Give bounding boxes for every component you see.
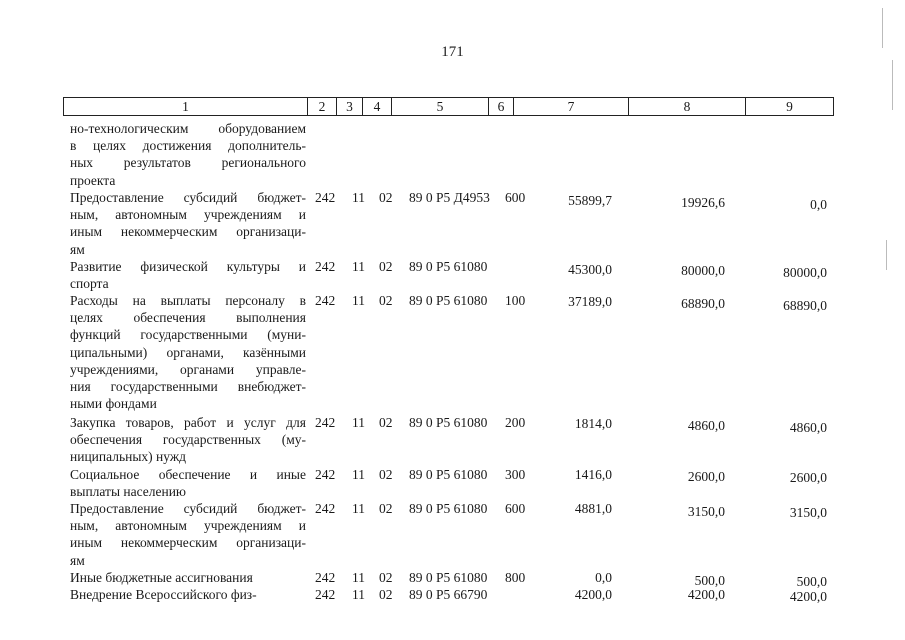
- cell-c5: 89 0 P5 66790: [409, 587, 488, 602]
- cell-c3: 11: [352, 293, 365, 308]
- row-name-line: проекта: [70, 172, 116, 188]
- column-header-5: 5: [392, 98, 489, 116]
- cell-c4: 02: [379, 570, 393, 585]
- cell-c8: 4200,0: [687, 587, 725, 602]
- column-header-4: 4: [363, 98, 392, 116]
- row-name: [70, 189, 306, 258]
- cell-c8: 3150,0: [687, 504, 725, 519]
- cell-c8: 500,0: [694, 573, 725, 588]
- cell-c5: 89 0 P5 61080: [409, 293, 488, 308]
- column-header-1: 1: [64, 98, 308, 116]
- cell-c2: 242: [315, 570, 336, 585]
- cell-c6: 200: [505, 415, 526, 430]
- cell-c5: 89 0 P5 61080: [409, 259, 488, 274]
- cell-c5: 89 0 P5 61080: [409, 467, 488, 482]
- cell-c7: 55899,7: [568, 193, 612, 208]
- row-name-line: Предоставление субсидий бюджет-: [70, 501, 306, 516]
- cell-c2: 242: [315, 293, 336, 308]
- row-name-line: ным, автономным учреждениям и: [70, 207, 306, 223]
- cell-c4: 02: [379, 293, 393, 308]
- row-name: [70, 466, 306, 500]
- row-name-line: иным некоммерческим организаци-: [70, 535, 306, 551]
- column-header-table: [63, 97, 834, 116]
- row-name-line: Закупка товаров, работ и услуг для: [70, 415, 306, 430]
- cell-c9: 4860,0: [789, 420, 827, 435]
- cell-c8: 19926,6: [681, 195, 725, 210]
- cell-c8: 4860,0: [687, 418, 725, 433]
- row-name-line: обеспечения государственных (му-: [70, 432, 306, 448]
- row-name-line: Социальное обеспечение и иные: [70, 467, 306, 482]
- row-name-line: в целях достижения дополнитель-: [70, 138, 306, 154]
- column-header-9: 9: [746, 98, 834, 116]
- cell-c7: 45300,0: [568, 262, 612, 277]
- row-name-line: ям: [70, 552, 85, 568]
- cell-c6: 600: [505, 501, 526, 516]
- cell-c6: 800: [505, 570, 526, 585]
- cell-c4: 02: [379, 587, 393, 602]
- row-name-line: ных результатов регионального: [70, 155, 306, 171]
- column-header-row: [64, 98, 834, 116]
- cell-c7: 37189,0: [568, 294, 612, 309]
- cell-c9: 68890,0: [783, 298, 827, 313]
- row-name-line: целях обеспечения выполнения: [70, 310, 306, 326]
- row-name-line: спорта: [70, 276, 109, 292]
- cell-c9: 4200,0: [789, 589, 827, 604]
- row-name-line: ципальными) органами, казёнными: [70, 344, 306, 360]
- row-name: [70, 292, 306, 412]
- row-name-line: Иные бюджетные ассигнования: [70, 570, 253, 585]
- cell-c7: 1814,0: [574, 416, 612, 431]
- page-number: 171: [441, 44, 464, 60]
- column-header-7: 7: [514, 98, 629, 116]
- row-name-line: ными фондами: [70, 396, 157, 412]
- row-name-line: Развитие физической культуры и: [70, 259, 306, 274]
- scan-edge-mark: [886, 240, 887, 270]
- cell-c2: 242: [315, 467, 336, 482]
- column-header-3: 3: [337, 98, 363, 116]
- row-name-line: Расходы на выплаты персоналу в: [70, 293, 306, 308]
- cell-c5: 89 0 P5 61080: [409, 570, 488, 585]
- row-name: [70, 569, 306, 586]
- cell-c8: 68890,0: [681, 296, 725, 311]
- cell-c4: 02: [379, 501, 393, 516]
- cell-c2: 242: [315, 259, 336, 274]
- column-header-6: 6: [489, 98, 514, 116]
- cell-c3: 11: [352, 570, 365, 585]
- cell-c5: 89 0 P5 61080: [409, 501, 488, 516]
- column-header-2: 2: [308, 98, 337, 116]
- cell-c9: 3150,0: [789, 505, 827, 520]
- row-name-line: функций государственными (муни-: [70, 327, 306, 343]
- cell-c6: 300: [505, 467, 526, 482]
- cell-c7: 4200,0: [574, 587, 612, 602]
- column-header-8: 8: [629, 98, 746, 116]
- cell-c4: 02: [379, 190, 393, 205]
- row-name: [70, 120, 306, 189]
- row-name-line: но-технологическим оборудованием: [70, 121, 306, 136]
- cell-c7: 1416,0: [574, 467, 612, 482]
- cell-c2: 242: [315, 587, 336, 602]
- cell-c4: 02: [379, 259, 393, 274]
- cell-c3: 11: [352, 259, 365, 274]
- cell-c4: 02: [379, 467, 393, 482]
- cell-c2: 242: [315, 190, 336, 205]
- cell-c7: 4881,0: [574, 501, 612, 516]
- row-name-line: ния государственными внебюджет-: [70, 379, 306, 395]
- cell-c3: 11: [352, 467, 365, 482]
- cell-c9: 0,0: [810, 197, 827, 212]
- cell-c6: 600: [505, 190, 526, 205]
- cell-c6: 100: [505, 293, 526, 308]
- row-name-line: ниципальных) нужд: [70, 449, 187, 465]
- cell-c3: 11: [352, 501, 365, 516]
- row-name: [70, 258, 306, 292]
- cell-c3: 11: [352, 415, 365, 430]
- cell-c8: 2600,0: [687, 469, 725, 484]
- row-name-line: ным, автономным учреждениям и: [70, 518, 306, 534]
- scan-edge-mark: [892, 60, 893, 110]
- cell-c5: 89 0 P5 Д4953: [409, 190, 490, 205]
- row-name-line: Предоставление субсидий бюджет-: [70, 190, 306, 205]
- row-name: [70, 586, 306, 603]
- cell-c4: 02: [379, 415, 393, 430]
- row-name-line: иным некоммерческим организаци-: [70, 224, 306, 240]
- cell-c2: 242: [315, 501, 336, 516]
- cell-c9: 2600,0: [789, 470, 827, 485]
- cell-c5: 89 0 P5 61080: [409, 415, 488, 430]
- row-name: [70, 414, 306, 466]
- row-name-line: учреждениями, органами управле-: [70, 361, 306, 377]
- cell-c9: 500,0: [796, 574, 827, 589]
- scan-edge-mark: [882, 8, 883, 48]
- cell-c8: 80000,0: [681, 263, 725, 278]
- cell-c3: 11: [352, 190, 365, 205]
- row-name-line: выплаты населению: [70, 484, 187, 500]
- cell-c9: 80000,0: [783, 265, 827, 280]
- cell-c2: 242: [315, 415, 336, 430]
- row-name-line: ям: [70, 241, 85, 257]
- cell-c7: 0,0: [595, 570, 612, 585]
- row-name: [70, 500, 306, 569]
- row-name-line: Внедрение Всероссийского физ-: [70, 587, 257, 602]
- cell-c3: 11: [352, 587, 365, 602]
